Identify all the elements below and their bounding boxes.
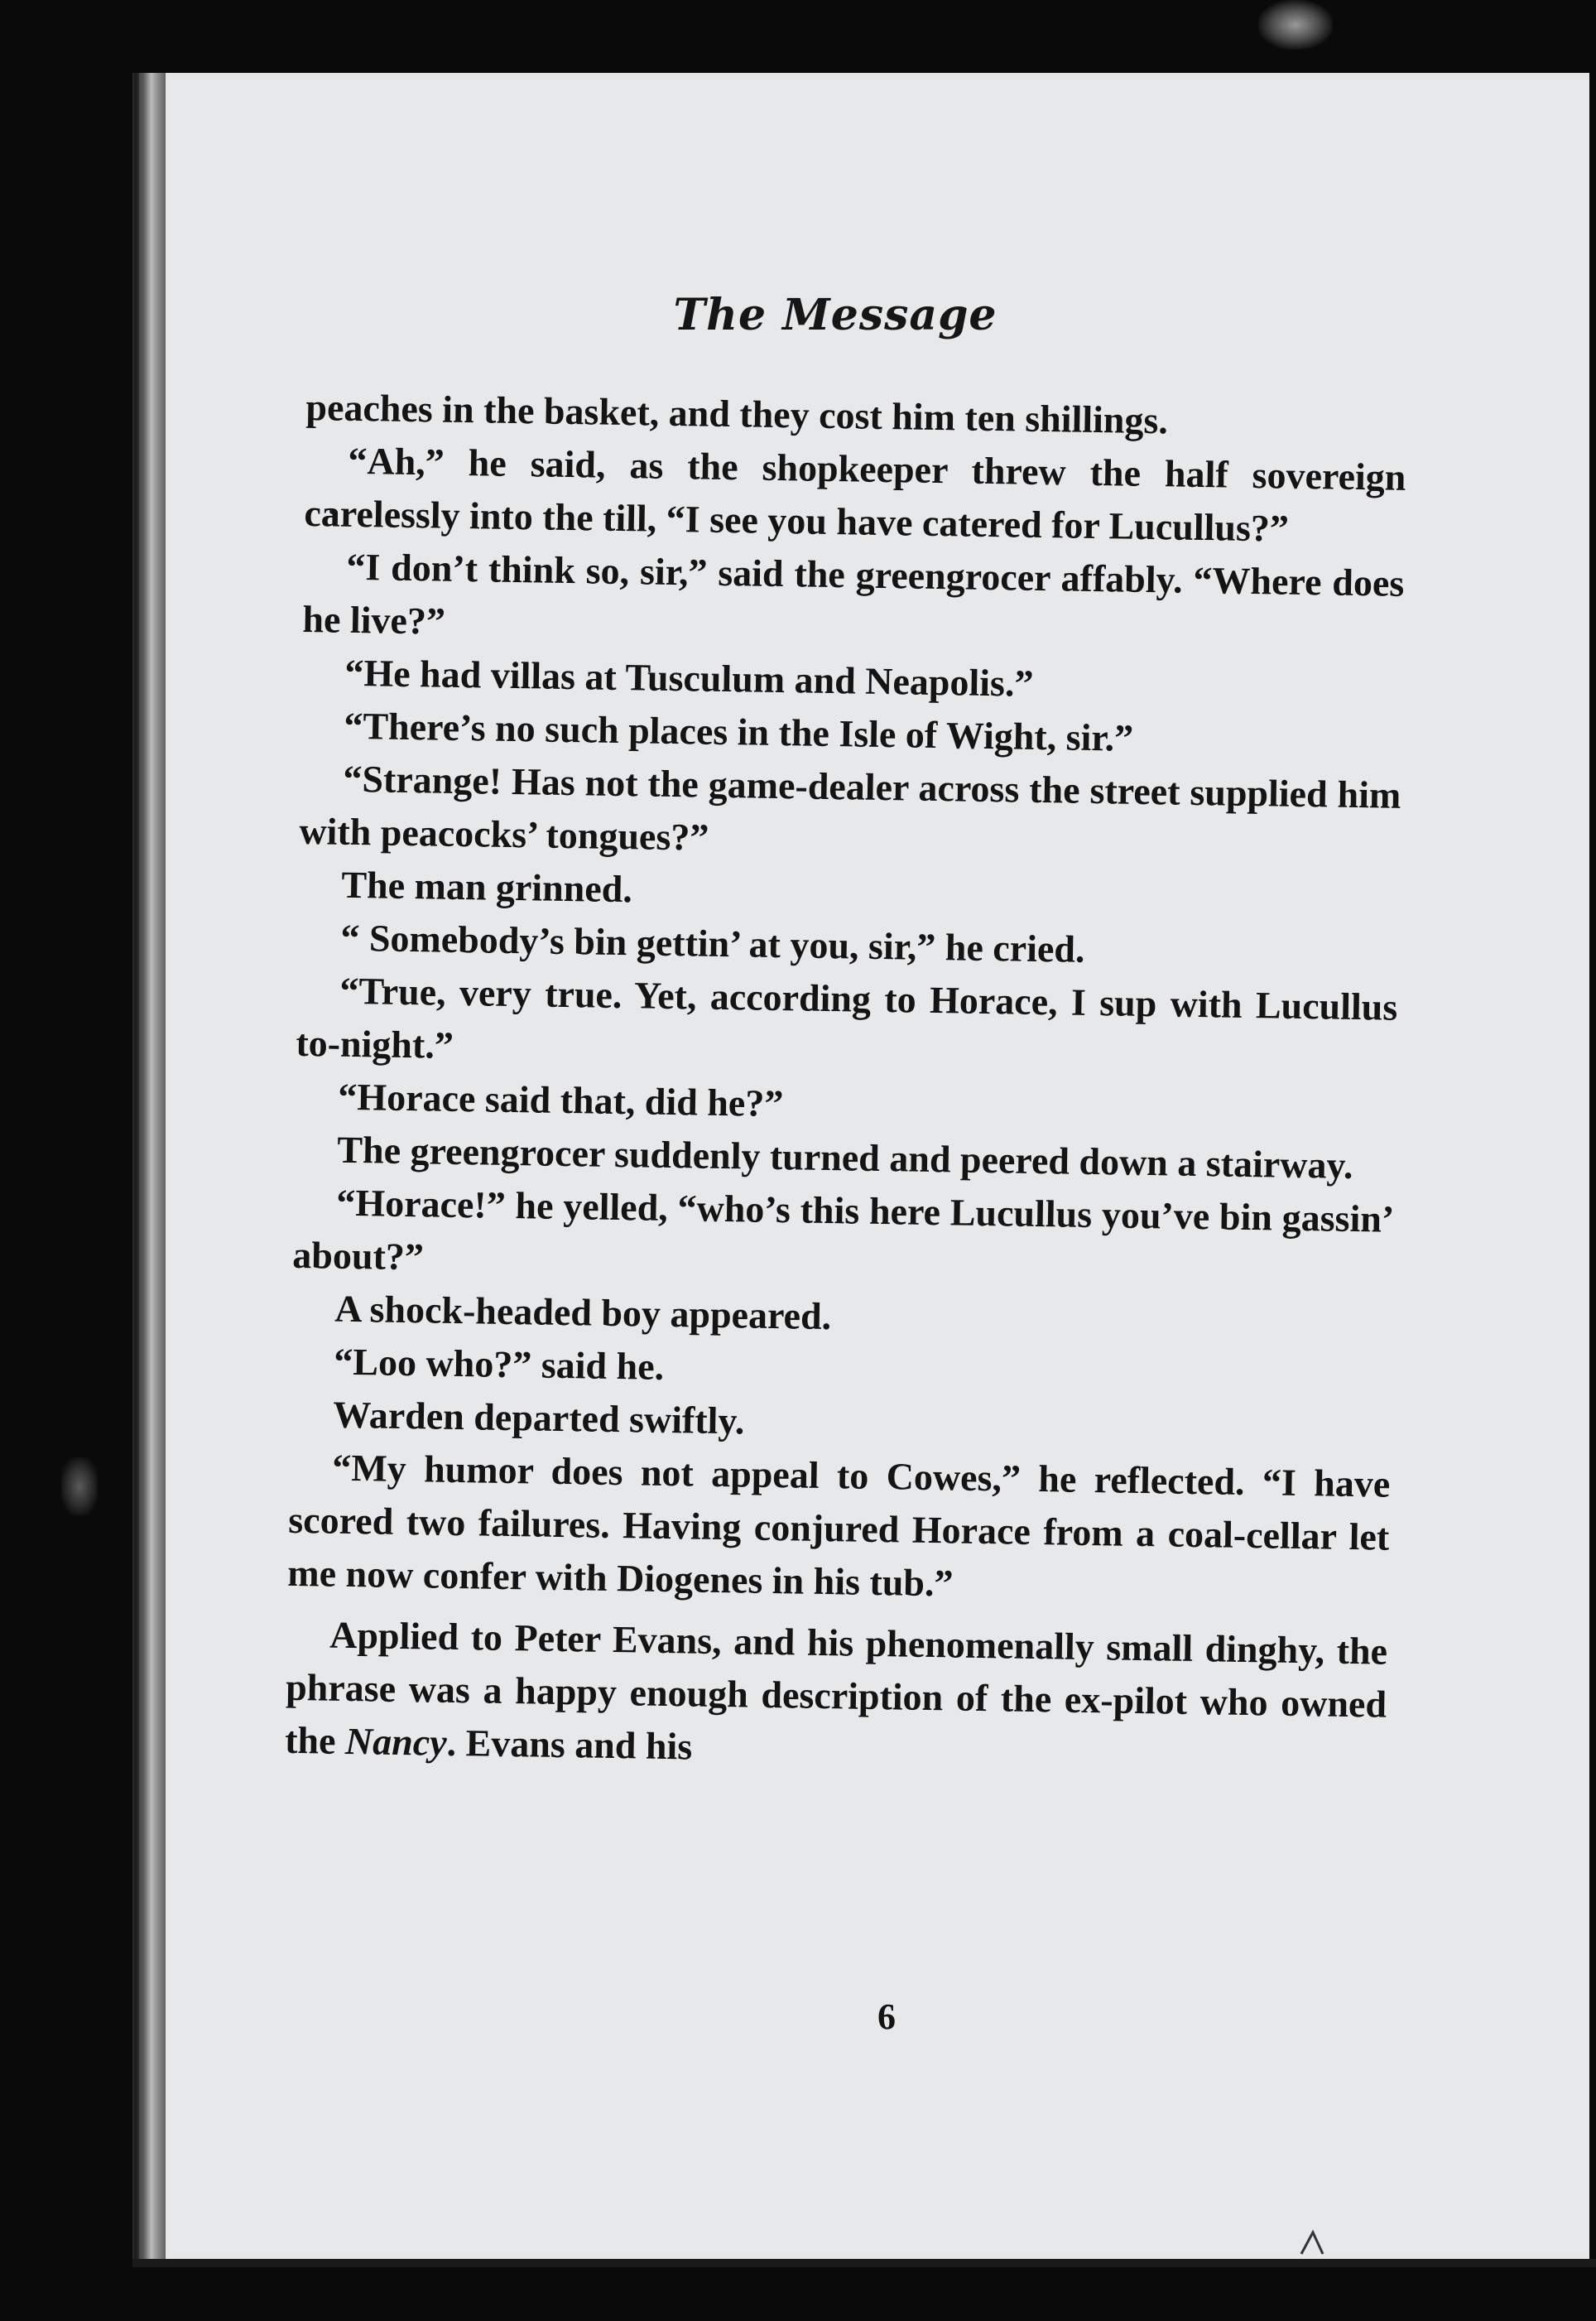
paragraph: “Strange! Has not the game-dealer across the street supplied him with peacocks’ tongues?” xyxy=(299,757,1401,859)
paragraph: “Horace said that, did he?” xyxy=(338,1075,784,1125)
paragraph: Warden departed swiftly. xyxy=(332,1393,745,1442)
edge-smudge xyxy=(61,1457,98,1515)
paragraph xyxy=(285,1608,1388,1784)
paragraph-text: . Evans and his xyxy=(446,1721,693,1768)
paragraph: A shock-headed boy appeared. xyxy=(334,1287,832,1338)
paragraph: “He had villas at Tusculum and Neapolis.” xyxy=(344,651,1034,705)
page-number: 6 xyxy=(877,1996,896,2037)
paragraph: “Ah,” he said, as the shopkeeper threw the half sovereign carelessly into the till, “I see you have catered for Lucullus?” xyxy=(304,439,1406,550)
light-glare xyxy=(1258,0,1333,50)
paragraph: The greengrocer suddenly turned and peered down a stairway. xyxy=(337,1128,1353,1187)
body-text xyxy=(285,381,1407,1784)
paragraph: “My humor does not appeal to Cowes,” he reflected. “I have scored two failures. Having conjured Horace from a coal-cellar let me now confer with Diogenes in his tub.” xyxy=(286,1446,1391,1605)
paragraph: “True, very true. Yet, according to Horace, I sup with Lucullus to-night.” xyxy=(296,969,1398,1067)
paragraph: “There’s no such places in the Isle of Wight, sir.” xyxy=(344,704,1134,759)
paragraph: “I don’t think so, sir,” said the greengrocer affably. “Where does he live?” xyxy=(302,545,1405,643)
running-head: The Message xyxy=(673,290,997,340)
page-bottom-edge xyxy=(132,2259,1596,2267)
paragraph: The man grinned. xyxy=(341,863,633,911)
paragraph: “ Somebody’s bin gettin’ at you, sir,” he cried. xyxy=(340,916,1085,970)
corner-scratch-mark xyxy=(1298,2227,1331,2257)
ship-name: Nancy xyxy=(344,1719,448,1764)
paragraph: “Horace!” he yelled, “who’s this here Lucullus you’ve bin gassin’ about?” xyxy=(292,1181,1395,1278)
paragraph-text: Applied to Peter Evans, and his phenomenally small dinghy, the phrase was a happy enough description of the ex-pilot who owned the xyxy=(284,1613,1388,1762)
book-binding-edge xyxy=(134,73,166,2267)
paragraph: “Loo who?” said he. xyxy=(334,1340,665,1388)
paragraph: peaches in the basket, and they cost him ten shillings. xyxy=(305,385,1169,442)
